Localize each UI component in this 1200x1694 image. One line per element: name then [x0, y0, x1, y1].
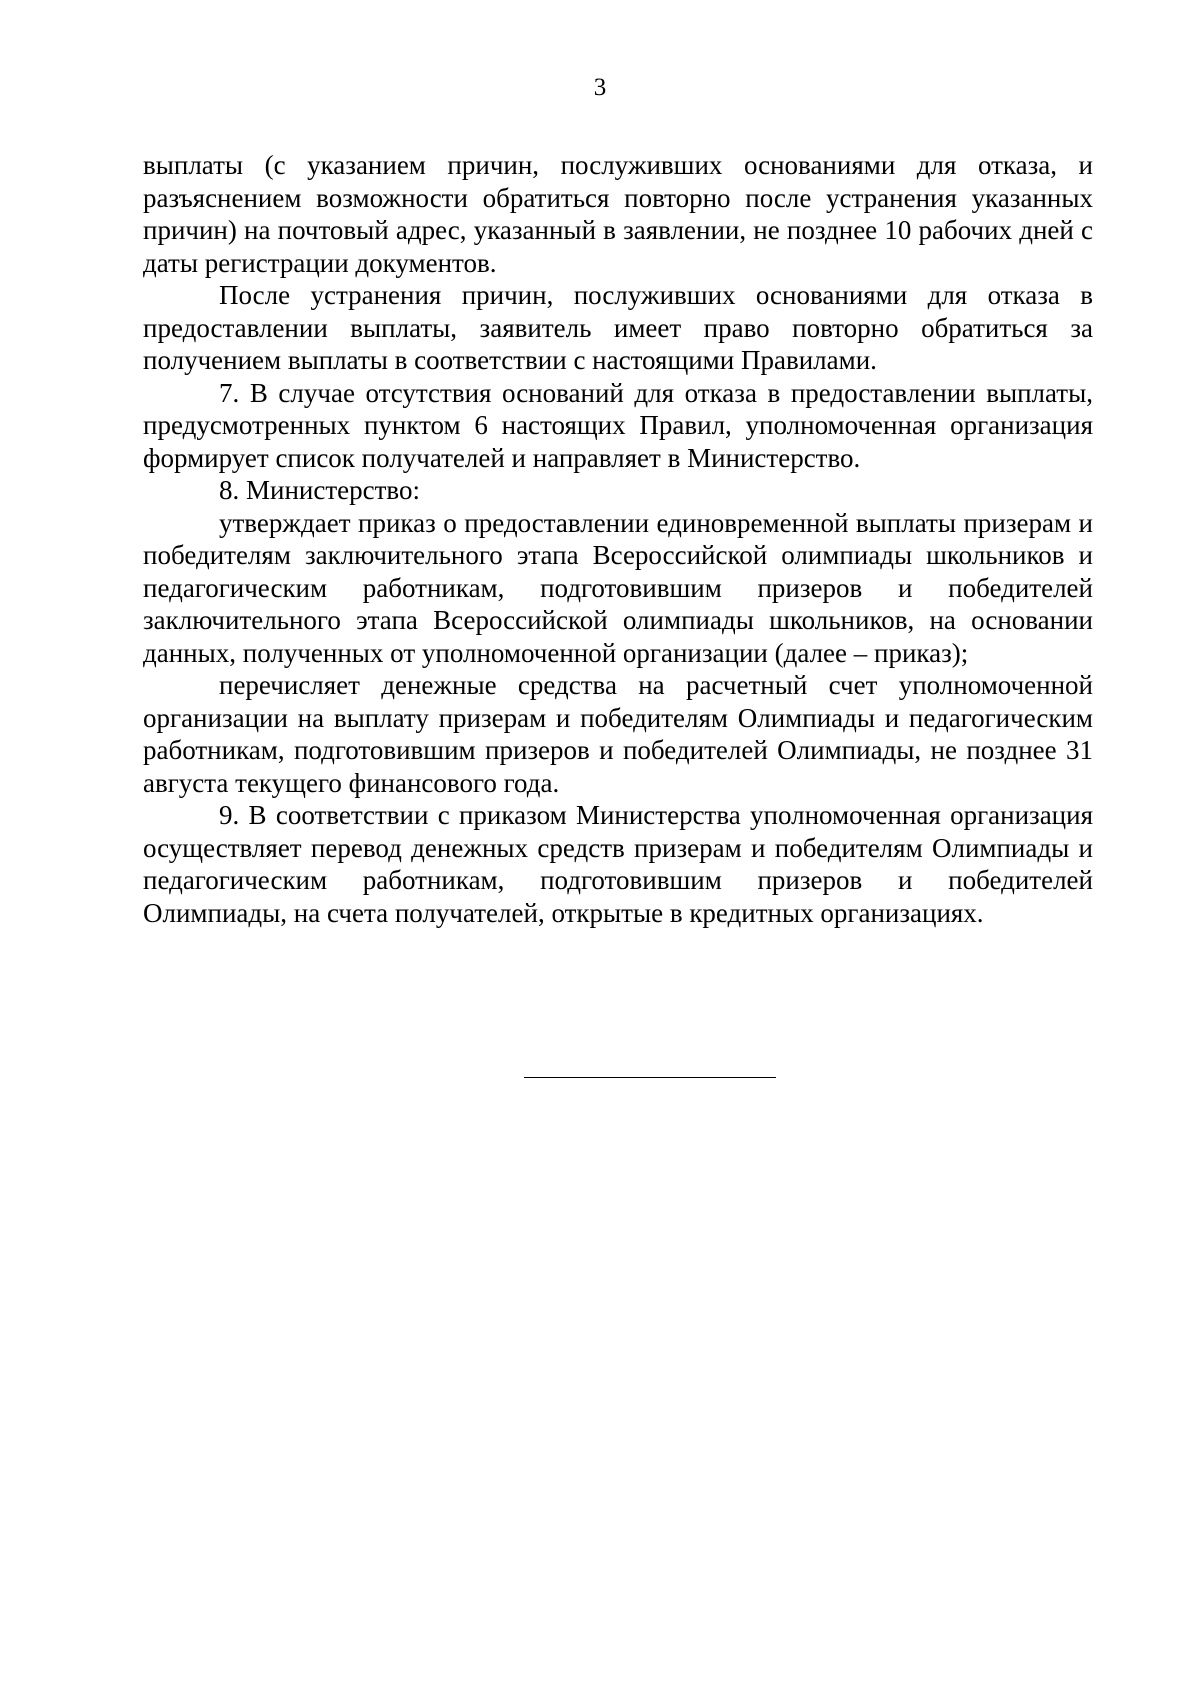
- paragraph-reapply: После устранения причин, послуживших основаниями для отказа в предоставлении выплаты, заявитель имеет право повторно обратиться за получением выплаты в соответствии с настоящими Правилами.: [143, 280, 1093, 375]
- document-body: [143, 149, 1093, 929]
- page-number: 3: [593, 74, 607, 101]
- end-separator-line: [524, 1077, 776, 1078]
- paragraph-item-7: 7. В случае отсутствия оснований для отказа в предоставлении выплаты, предусмотренных пунктом 6 настоящих Правил, уполномоченная организация формирует список получателей и направляет в Министерство.: [143, 377, 1093, 473]
- paragraph-item-8-transfer: перечисляет денежные средства на расчетный счет уполномоченной организации на выплату призерам и победителям Олимпиады и педагогическим работникам, подготовившим призеров и победителей Олимпиады, не позднее 31 августа текущего финансового года.: [143, 670, 1093, 798]
- paragraph-continuation: выплаты (с указанием причин, послуживших основаниями для отказа, и разъяснением возможности обратиться повторно после устранения указанных причин) на почтовый адрес, указанный в заявлении, не позднее 10 рабочих дней с даты регистрации документов.: [143, 150, 1093, 278]
- paragraph-item-9: 9. В соответствии с приказом Министерства уполномоченная организация осуществляет перевод денежных средств призерам и победителям Олимпиады и педагогическим работникам, подготовившим призеров и победителей Олимпиады, на счета получателей, открытые в кредитных организациях.: [143, 800, 1093, 928]
- paragraph-item-8-order: утверждает приказ о предоставлении единовременной выплаты призерам и победителям заключительного этапа Всероссийской олимпиады школьников и педагогическим работникам, подготовившим призеров и победителей заключительного этапа Всероссийской олимпиады школьников, на основании данных, полученных от уполномоченной организации (далее – приказ);: [143, 507, 1093, 668]
- paragraph-item-8-heading: 8. Министерство:: [219, 475, 420, 505]
